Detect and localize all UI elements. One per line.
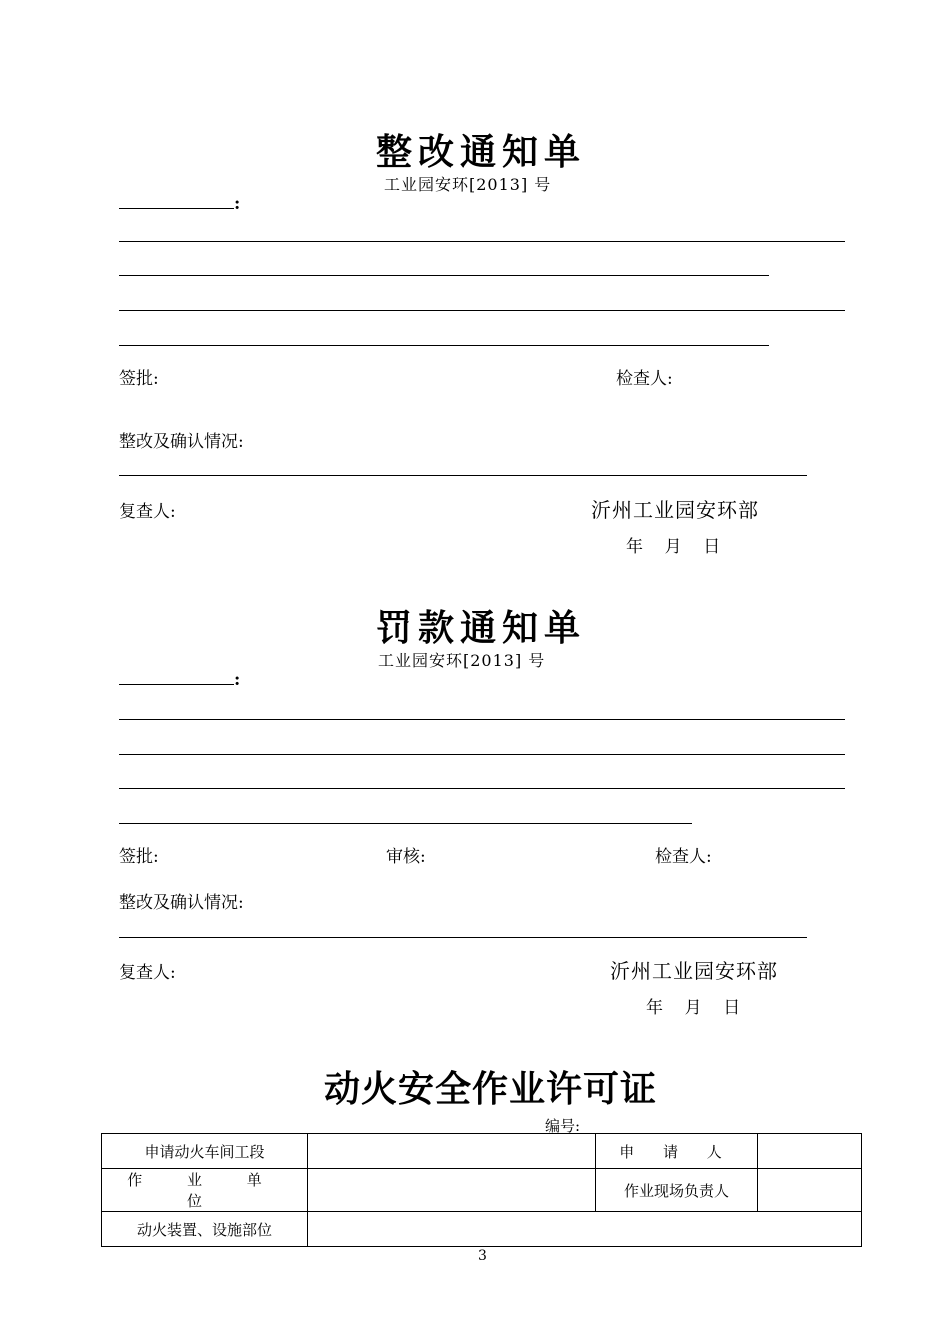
facility-location-value[interactable] [308, 1212, 862, 1247]
rectification-title: 整改通知单 [376, 131, 587, 173]
status-line [119, 937, 807, 938]
content-line [119, 275, 769, 276]
permit-number-label: 编号: [545, 1117, 581, 1135]
work-unit-label: 作 业 单 位 [102, 1169, 308, 1212]
applicant-label: 申 请 人 [596, 1134, 758, 1169]
audit-label: 审核: [386, 847, 426, 867]
workshop-label: 申请动火车间工段 [102, 1134, 308, 1169]
department-name: 沂州工业园安环部 [610, 959, 778, 983]
penalty-title: 罚款通知单 [376, 607, 587, 649]
date-field: 年 月 日 [646, 998, 741, 1018]
site-leader-label: 作业现场负责人 [596, 1169, 758, 1212]
recipient-blank[interactable] [119, 194, 234, 209]
content-line [119, 345, 769, 346]
table-row [102, 1134, 862, 1169]
content-line [119, 719, 845, 720]
status-line [119, 475, 807, 476]
inspector-label: 检查人: [616, 369, 673, 389]
inspector-label: 检查人: [655, 847, 712, 867]
page-number: 3 [478, 1248, 487, 1264]
work-unit-value[interactable] [308, 1169, 596, 1212]
content-line [119, 241, 845, 242]
content-line [119, 754, 845, 755]
workshop-value[interactable] [308, 1134, 596, 1169]
permit-title: 动火安全作业许可证 [324, 1068, 658, 1110]
penalty-status-label: 整改及确认情况: [119, 893, 244, 913]
date-field: 年 月 日 [626, 537, 721, 557]
approve-label: 签批: [119, 847, 159, 867]
penalty-doc-number: 工业园安环[2013] 号 [378, 651, 546, 670]
content-line [119, 310, 845, 311]
table-row [102, 1212, 862, 1247]
rectification-doc-number: 工业园安环[2013] 号 [384, 175, 552, 194]
permit-table [101, 1133, 862, 1247]
content-line [119, 788, 845, 789]
reviewer-label: 复查人: [119, 963, 176, 983]
recipient-blank[interactable] [119, 670, 234, 685]
approve-label: 签批: [119, 369, 159, 389]
rectification-status-label: 整改及确认情况: [119, 432, 244, 452]
department-name: 沂州工业园安环部 [591, 498, 759, 522]
site-leader-value[interactable] [758, 1169, 862, 1212]
penalty-recipient: : [119, 670, 240, 690]
applicant-value[interactable] [758, 1134, 862, 1169]
rectification-recipient: : [119, 194, 240, 214]
table-row [102, 1169, 862, 1212]
facility-location-label: 动火装置、设施部位 [102, 1212, 308, 1247]
content-line [119, 823, 692, 824]
reviewer-label: 复查人: [119, 502, 176, 522]
